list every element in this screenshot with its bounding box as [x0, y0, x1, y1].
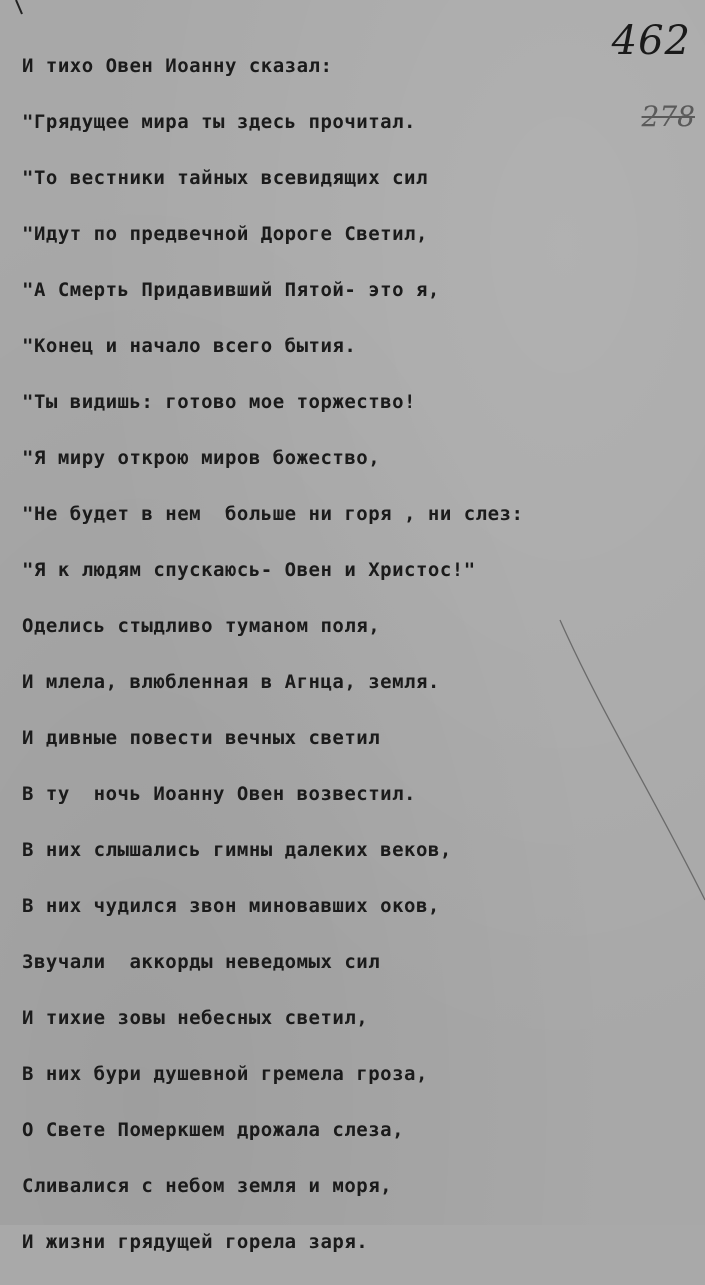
poem-line: "То вестники тайных всевидящих сил [22, 167, 428, 189]
poem-line: И дивные повести вечных светил [22, 727, 381, 749]
pencil-mark [14, 0, 24, 18]
poem-line: Звучали аккорды неведомых сил [22, 951, 381, 973]
poem-line: В них бури душевной гремела гроза, [22, 1063, 428, 1085]
poem-line: В них слышались гимны далеких веков, [22, 839, 452, 861]
poem-line: "Не будет в нем больше ни горя , ни слез: [22, 503, 524, 525]
poem-line: Оделись стыдливо туманом поля, [22, 615, 381, 637]
poem-line: И тихие зовы небесных светил, [22, 1007, 369, 1029]
poem-line: "Грядущее мира ты здесь прочитал. [22, 111, 416, 133]
poem-text [22, 53, 622, 1285]
poem-line: В ту ночь Иоанну Овен возвестил. [22, 783, 416, 805]
archive-number: 278 [641, 100, 695, 133]
poem-line: Сливалися с небом земля и моря, [22, 1175, 393, 1197]
poem-line: И тихо Овен Иоанну сказал: [22, 55, 333, 77]
page-number: 462 [611, 18, 691, 64]
poem-line: О Свете Померкшем дрожала слеза, [22, 1119, 405, 1141]
poem-line: "Я к людям спускаюсь- Овен и Христос!" [22, 559, 476, 581]
poem-line: В них чудился звон миновавших оков, [22, 895, 440, 917]
poem-line: И млела, влюбленная в Агнца, земля. [22, 671, 440, 693]
poem-line: "Ты видишь: готово мое торжество! [22, 391, 416, 413]
poem-line: "Я миру открою миров божество, [22, 447, 381, 469]
poem-line: "Идут по предвечной Дороге Светил, [22, 223, 428, 245]
poem-line: "Конец и начало всего бытия. [22, 335, 357, 357]
poem-line: И жизни грядущей горела заря. [22, 1231, 369, 1253]
poem-line: "А Смерть Придавивший Пятой- это я, [22, 279, 440, 301]
